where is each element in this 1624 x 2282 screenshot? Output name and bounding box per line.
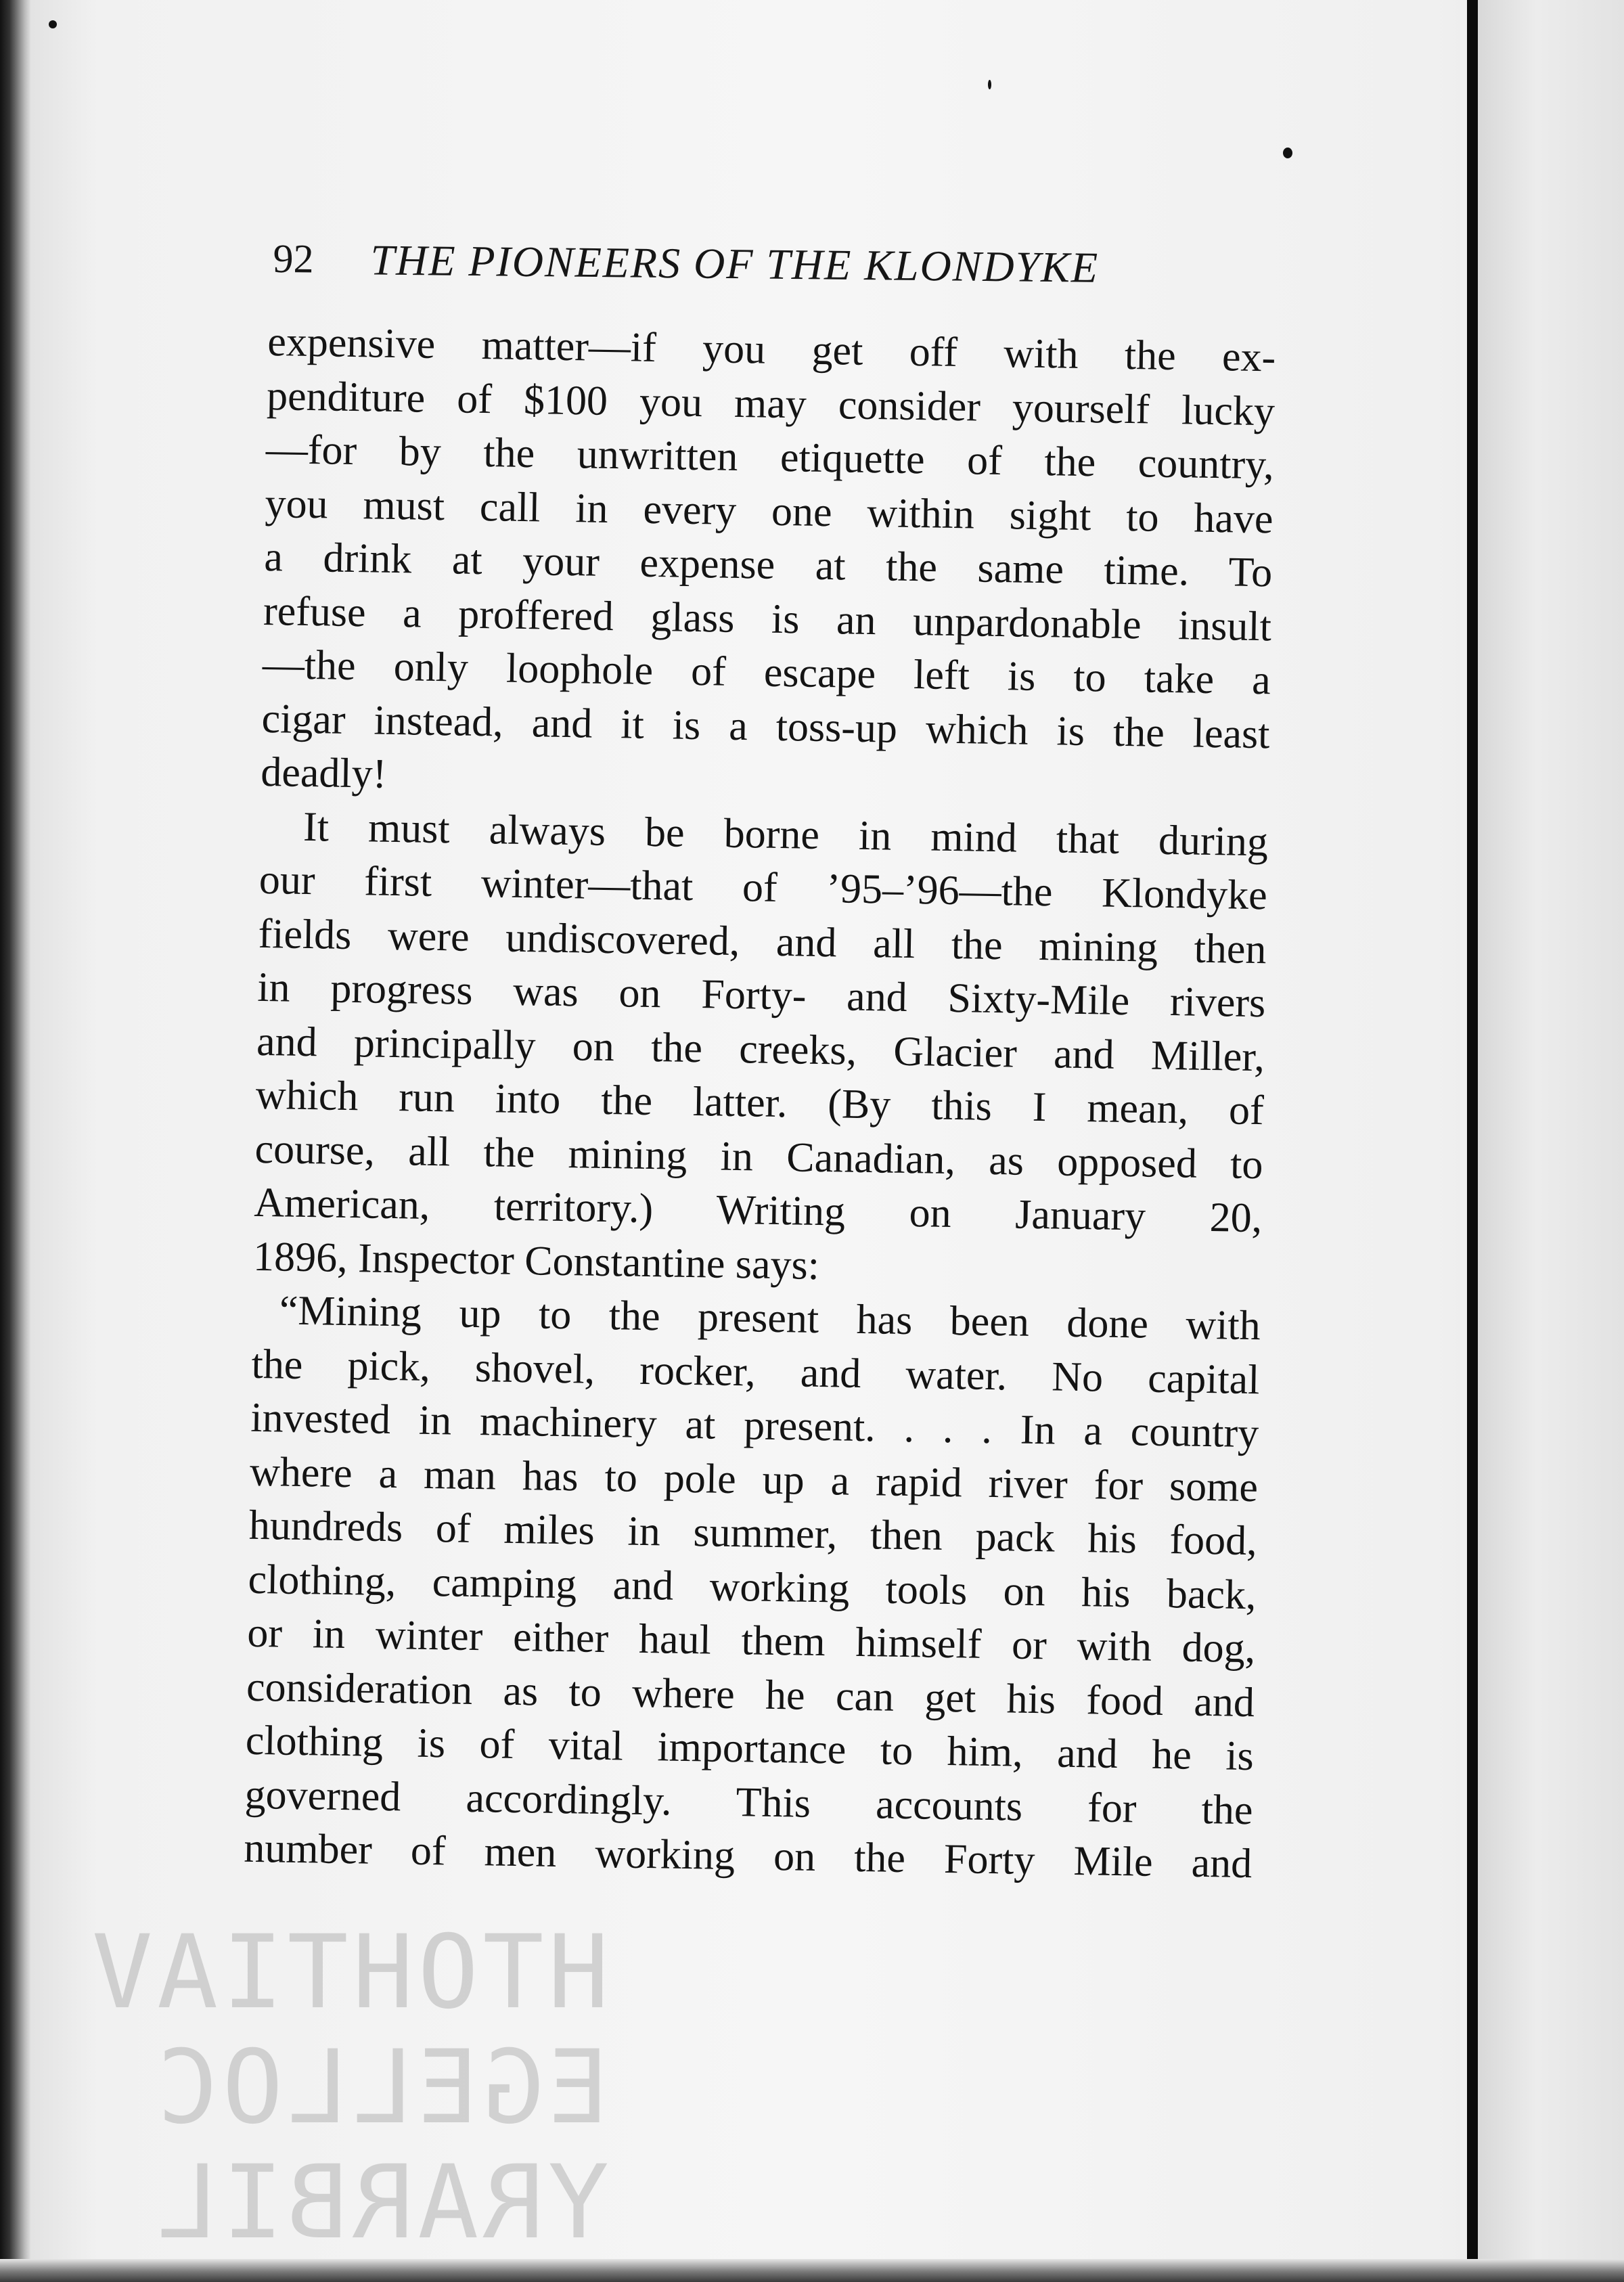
text-line: number of men working on the Forty Mile and — [243, 1825, 1253, 1887]
text-line: cigar instead, and it is a toss-up which is the least — [261, 695, 1270, 757]
text-line: clothing is of vital importance to him, and he is — [245, 1717, 1255, 1780]
text-line: deadly! — [260, 748, 387, 797]
speck-mark — [49, 20, 57, 28]
text-line: a drink at your expense at the same time. To — [263, 533, 1273, 596]
text-line: which run into the latter. (By this I mean, of — [255, 1071, 1265, 1134]
text-line: the pick, shovel, rocker, and water. No capital — [251, 1341, 1261, 1403]
text-line: our first winter—that of ’95–’96—the Klondyke — [258, 856, 1268, 919]
page-header — [273, 234, 1248, 305]
text-line: in progress was on Forty- and Sixty-Mile rivers — [256, 964, 1266, 1027]
text-line: or in winter either haul them himself or with dog, — [246, 1609, 1256, 1672]
text-line: fields were undiscovered, and all the mining then — [258, 910, 1267, 972]
text-line: penditure of $100 you may consider yourself lucky — [266, 372, 1276, 434]
text-line: consideration as to where he can get his food and — [246, 1663, 1255, 1726]
speck-mark — [988, 80, 991, 89]
perforation-line: EGELLOC — [152, 2029, 609, 2147]
text-line: —the only loophole of escape left is to take a — [262, 641, 1271, 704]
text-line: where a man has to pole up a rapid river for some — [249, 1448, 1259, 1511]
body-text — [244, 315, 1276, 1892]
perforation-line: YRARBIL — [152, 2144, 609, 2262]
page-number: 92 — [273, 236, 314, 282]
paragraph-start-line: It must always be borne in mind that during — [302, 803, 1269, 865]
text-line: refuse a proffered glass is an unpardonable insult — [263, 587, 1272, 650]
text-line: invested in machinery at present. . . . In a country — [250, 1394, 1259, 1457]
page-edge-line — [1467, 0, 1478, 2282]
text-line: American, territory.) Writing on January 20, — [253, 1179, 1263, 1242]
speck-mark — [1283, 148, 1292, 158]
quote-start-line: “Mining up to the present has been done with — [279, 1287, 1261, 1349]
text-line: —for by the unwritten etiquette of the country, — [265, 426, 1275, 489]
text-line: clothing, camping and working tools on his back, — [248, 1556, 1257, 1618]
text-line: you must call in every one within sight to have — [265, 480, 1273, 542]
adjacent-page — [1478, 0, 1624, 2282]
running-title: THE PIONEERS OF THE KLONDYKE — [370, 236, 1100, 292]
text-line: hundreds of miles in summer, then pack his food, — [248, 1502, 1258, 1565]
perforated-library-stamp — [27, 1915, 609, 2267]
text-line: expensive matter—if you get off with the ex- — [267, 318, 1276, 381]
text-line: course, all the mining in Canadian, as opposed to — [254, 1125, 1264, 1188]
text-line: and principally on the creeks, Glacier and Miller, — [256, 1018, 1265, 1080]
perforation-line: HTOHTIAV — [87, 1914, 609, 2032]
text-line: governed accordingly. This accounts for the — [244, 1771, 1254, 1833]
text-line: 1896, Inspector Constantine says: — [252, 1233, 820, 1289]
